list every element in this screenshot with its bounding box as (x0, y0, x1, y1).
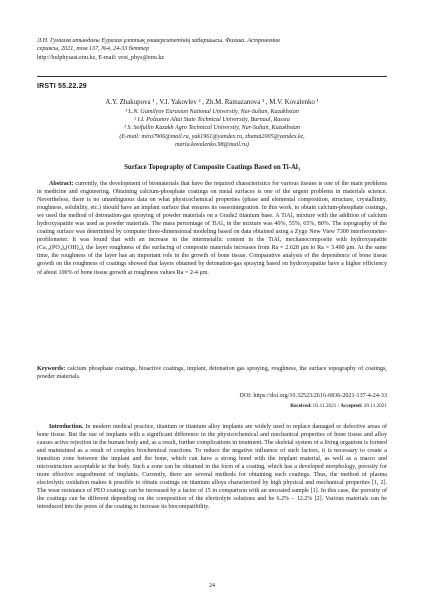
paper-title: Surface Topography of Composite Coatings Based on Ti-Al₃ (124, 164, 300, 171)
author-emails-1: (E-mail: mira7906@mail.ru, yak1961@yandex.ru, zhanat2005@yandex.kz, (119, 133, 305, 140)
abstract-text: currently, the development of biomaterials that have the required characteristics for various tissues is one of the main problems in medicine and engineering. Obtaining calcium-phosphate coatings on metal surfaces is one of the urgent problems in materials science. Nevertheless, there is no unambiguous data on what physicochemical properties (phase and elemental composition, structure, crystallinity, roughness, solubility, etc.) should have an implant surface that ensures its osseointegration. In this work, to obtain calcium-phosphate coatings, we used the method of detonation-gas spraying of powder materials on a Grade2 titanium base. A TiAl₃ mixture with the addition of calcium hydroxyapatite was used as powder materials. The mass percentage of TiAl₃ in the mixture was 40%, 55%, 65%, 80%. The topography of the coating surface was determined by computer three-dimensional modeling based on data obtained using a Zygo New View 7300 interferometer-profilometer. It was found that with an increase in the intermetallic content in the TiAl₃ mechanocomposite with hydroxyapatite (Ca₁₀(PO₄)₆(OH)₂), the layer roughness of the surfacing of composite materials increases from Ra = 2.628 μm to Ra = 3.490 μm. At the same time, the roughness of the layer has an important role in the growth of bone tissue. Comparative analysis of the dependence of bone tissue growth on the roughness of coatings showed that layers obtained by detonation-gas spraying based on hydroxyapatite have a higher efficiency of about 100% of bone tissue growth at roughness values Ra = 2-4 μm. (37, 181, 388, 276)
page-number: 24 (209, 583, 215, 589)
accepted-label: Accepted: (340, 403, 363, 409)
journal-header-line2: сериясы, 2021, том 137, №4, 24-33 беттер (37, 46, 150, 53)
article-dates: Received: 03.11.2021 / Accepted: 20.11.2021 (290, 403, 387, 409)
irsti-code: IRSTI 55.22.29 (37, 83, 87, 90)
author-list: A.Y. Zhakupova ¹ , V.I. Yakovlev ² , Zh.M. Ramazanova ³ , M.V. Kovalenko ¹ (105, 99, 319, 106)
author-emails-2: maria.kovalenko.98@mail.ru) (175, 141, 249, 148)
affiliations (37, 108, 387, 149)
journal-header (37, 37, 387, 62)
keywords (37, 365, 387, 381)
introduction-text: In modern medical practice, titanium or titanium alloy implants are widely used to replace damaged or defective areas of bone tissue. But the use of implants with a significant difference in the physicochemical and mechanical properties of bone tissue and alloy causes active rejection in the human body and, as a result, further complications in treatment. The skeletal system of a living organism is formed and maintained as a result of complex biochemical reactions. To reduce the negative influence of such factors, it is necessary to create a transition zone between the implant and the bone, which can have a strong bond with the implant material, as well as a macro and microstructure acceptable to the body. Such a zone can be obtained in the form of a coating, which has a developed morphology, porosity for more effective engraftment of implants. Currently, there are several methods for obtaining such coatings. Thus, the method of plasma electrolytic oxidation makes it possible to obtain coatings on titanium alloys characterized by high physical and mechanical properties [1, 2]. The wear resistance of PEO coatings can be increased by a factor of 15 in comparison with an uncoated sample [1]. In this case, the porosity of the coatings can be different depending on the composition of the electrolyte solutions and be 6.2% – 12.2% [2]. Various materials can be introduced into the pores of the coating to increase its biocompatibility. (37, 424, 387, 511)
abstract-label: Abstract: (49, 181, 74, 187)
abstract (37, 180, 387, 277)
introduction (37, 423, 387, 512)
header-divider (37, 76, 387, 77)
journal-header-line3: http://bulphysast.enu.kz, E-mail: vest_phys@enu.kz (37, 54, 165, 61)
affiliation-1: ¹ L.N. Gumilyov Eurasian National University, Nur-Sultan, Kazakhstan (125, 109, 299, 115)
received-date: 03.11.2021 (313, 403, 337, 409)
journal-header-line1: Л.Н. Гумилев атындағы Еуразия ұлттық университетінің хабаршысы. Физика. Астрономия (37, 38, 280, 44)
doi-link[interactable]: DOI: https://doi.org/10.32523/2616-6836-2021-137-4-24-33 (239, 393, 387, 399)
introduction-label: Introduction. (49, 424, 84, 430)
keywords-label: Keywords: (37, 366, 66, 372)
keywords-text: calcium phosphate coatings, bioactive coatings, implant, detonation gas spraying, roughness, the surface topography of coatings, powder materials. (37, 366, 387, 381)
accepted-date: 20.11.2021 (363, 403, 387, 409)
affiliation-2: ² I.I. Polzunov Altai State Technical University, Barnaul, Russia (134, 117, 290, 124)
received-label: Received: (290, 403, 312, 409)
affiliation-3: ³ S. Seifullin Kazakh Agro Technical University, Nur-Sultan, Kazakhstan (124, 125, 300, 132)
